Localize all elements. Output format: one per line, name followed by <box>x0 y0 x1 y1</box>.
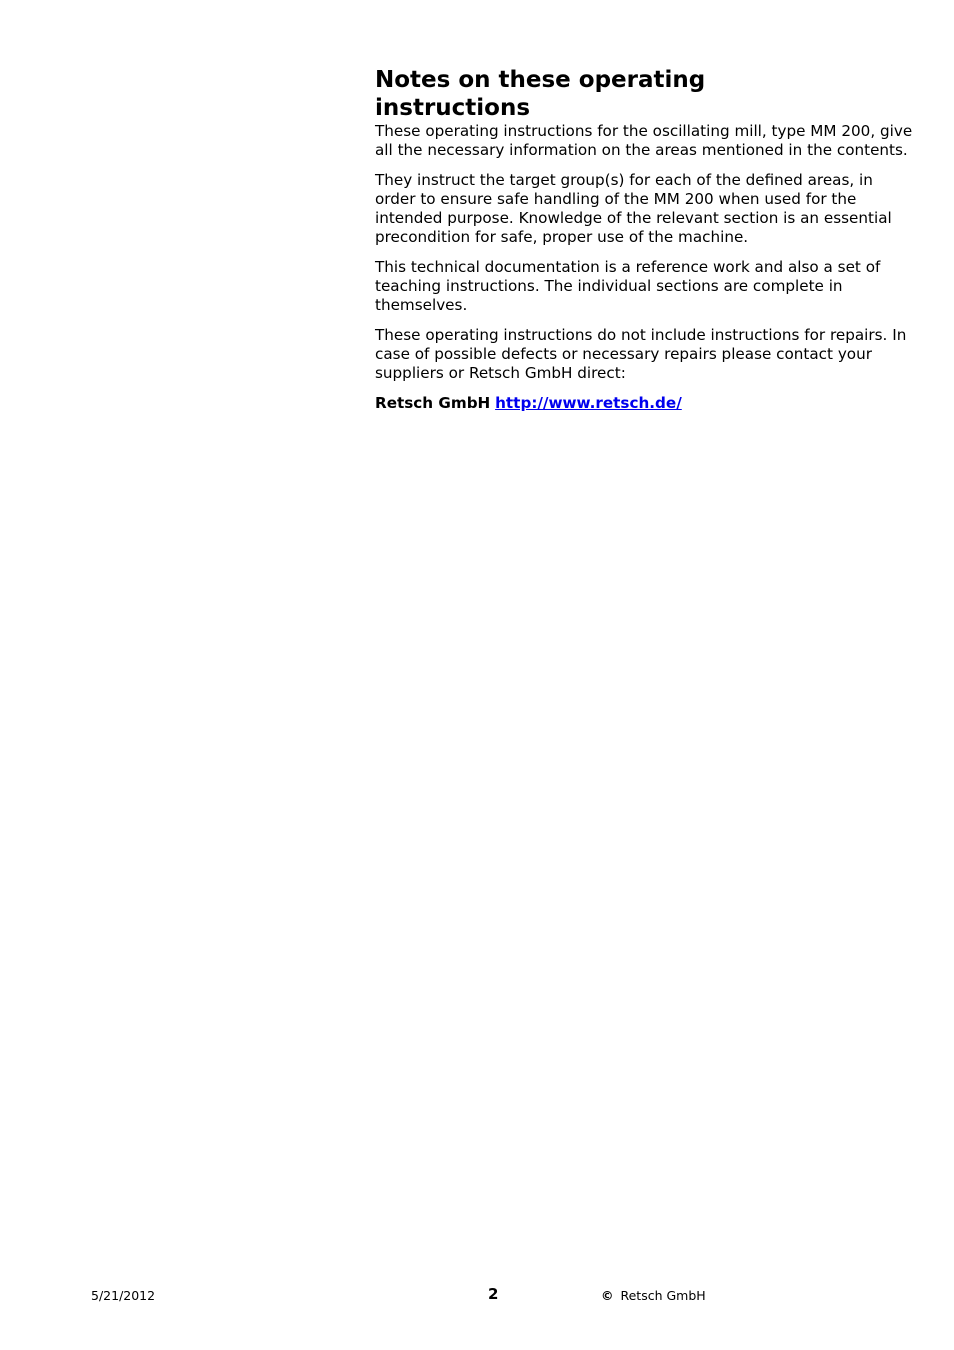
paragraph-target-group: They instruct the target group(s) for each of the defined areas, in order to ensure safe handling of the MM 200 when used for the intended purpose. Knowledge of the relevant section is an essential precondition for safe, proper use of the machine. <box>375 170 892 247</box>
footer-date: 5/21/2012 <box>91 1288 156 1303</box>
copyright-icon: © <box>601 1288 614 1303</box>
paragraph-intro: These operating instructions for the oscillating mill, type MM 200, give all the necessary information on the areas mentioned in the contents. <box>375 122 913 160</box>
contact-line <box>375 394 915 413</box>
paragraph-reference-work: This technical documentation is a reference work and also a set of teaching instructions. The individual sections are complete in themselves. <box>375 257 881 315</box>
paragraph-repairs: These operating instructions do not include instructions for repairs. In case of possible defects or necessary repairs please contact your suppliers or Retsch GmbH direct: <box>375 325 907 383</box>
company-name: Retsch GmbH <box>375 393 491 412</box>
footer-copyright <box>601 1288 706 1303</box>
page-title: Notes on these operating instructions <box>375 67 706 121</box>
page-number: 2 <box>488 1285 499 1303</box>
copyright-holder: Retsch GmbH <box>620 1288 706 1303</box>
website-link[interactable]: http://www.retsch.de/ <box>495 393 682 412</box>
page-footer <box>0 1285 954 1305</box>
main-content <box>375 66 915 413</box>
